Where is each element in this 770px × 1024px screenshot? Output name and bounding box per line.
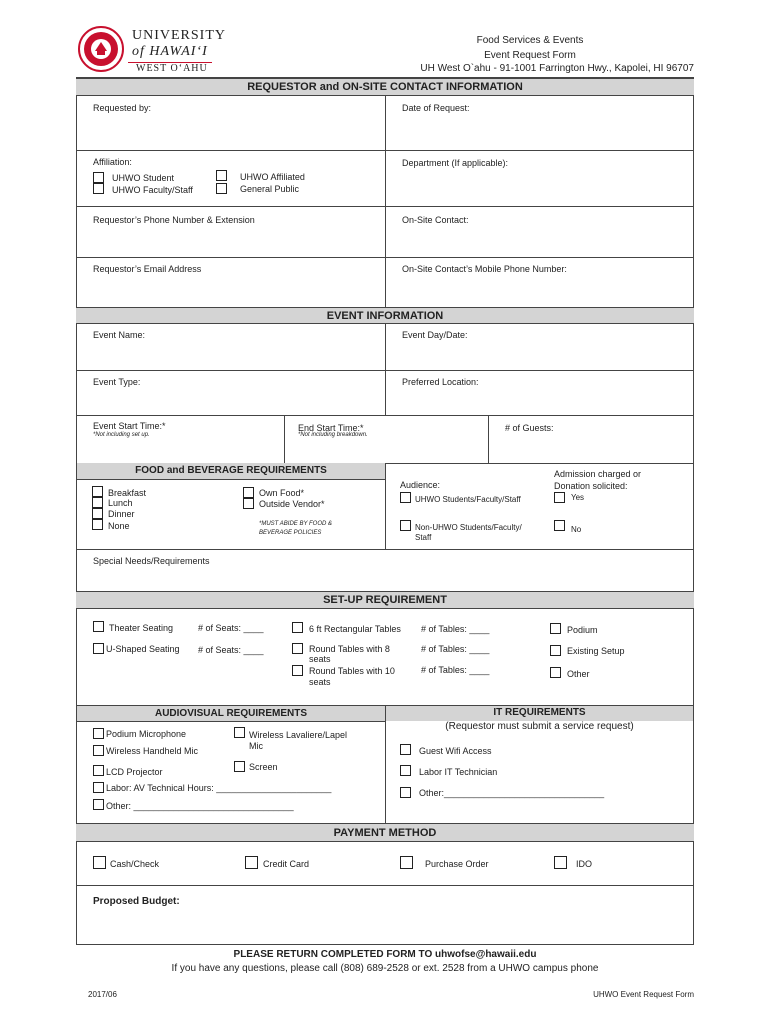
lavaliere-label1: Wireless Lavaliere/Lapel <box>249 730 348 740</box>
guest-wifi-label: Guest Wifi Access <box>419 746 492 756</box>
guest-wifi-checkbox[interactable] <box>400 744 411 755</box>
requestor-phone-field[interactable]: Requestor’s Phone Number & Extension <box>93 215 255 225</box>
breakfast-checkbox[interactable] <box>92 486 103 497</box>
event-start-time-field[interactable]: Event Start Time:* <box>93 421 166 431</box>
ushaped-checkbox[interactable] <box>93 643 104 654</box>
logo-line1: UNIVERSITY <box>132 28 226 43</box>
dinner-label: Dinner <box>108 509 135 519</box>
header-form-title: Event Request Form <box>484 50 576 61</box>
audience-non-uhwo-checkbox[interactable] <box>400 520 411 531</box>
setup-other-checkbox[interactable] <box>550 667 561 678</box>
lavaliere-checkbox[interactable] <box>234 727 245 738</box>
section-setup-header: SET-UP REQUIREMENT <box>76 591 694 609</box>
dinner-checkbox[interactable] <box>92 508 103 519</box>
questions-note: If you have any questions, please call (808) 689-2528 or ext. 2528 from a UHWO campus phone <box>171 963 599 974</box>
round10-label2: seats <box>309 677 331 687</box>
food-divider <box>385 463 386 549</box>
admission-label1: Admission charged or <box>554 469 642 479</box>
it-labor-checkbox[interactable] <box>400 765 411 776</box>
av-other-field[interactable]: Other: ________________________________ <box>106 801 294 811</box>
admission-no-checkbox[interactable] <box>554 520 565 531</box>
university-logo <box>76 24 226 76</box>
round10-label1: Round Tables with 10 <box>309 666 395 676</box>
existing-setup-label: Existing Setup <box>567 646 625 656</box>
admission-yes-checkbox[interactable] <box>554 492 565 503</box>
round8-count-field[interactable]: # of Tables: ____ <box>421 644 490 654</box>
revision-date: 2017/06 <box>88 990 117 999</box>
ido-checkbox[interactable] <box>554 856 567 869</box>
handheld-mic-label: Wireless Handheld Mic <box>106 746 199 756</box>
ushaped-label: U-Shaped Seating <box>106 644 180 654</box>
special-top-line <box>76 549 694 550</box>
ushaped-seats-field[interactable]: # of Seats: ____ <box>198 645 264 655</box>
event-time-divider2 <box>488 415 489 463</box>
event-name-field[interactable]: Event Name: <box>93 330 146 340</box>
own-food-checkbox[interactable] <box>243 487 254 498</box>
outside-vendor-checkbox[interactable] <box>243 498 254 509</box>
return-instructions: PLEASE RETURN COMPLETED FORM TO uhwofse@hawaii.edu <box>233 949 537 960</box>
uhwo-student-label: UHWO Student <box>112 173 175 183</box>
section-food-header: FOOD and BEVERAGE REQUIREMENTS <box>77 463 385 480</box>
event-day-date-field[interactable]: Event Day/Date: <box>402 330 468 340</box>
it-subtitle: (Requestor must submit a service request) <box>445 721 634 732</box>
policy-note-line2: BEVERAGE POLICIES <box>259 530 322 536</box>
preferred-location-field[interactable]: Preferred Location: <box>402 377 479 387</box>
uhwo-student-checkbox[interactable] <box>93 172 104 183</box>
university-seal-icon <box>78 26 124 72</box>
policy-note-line1: *MUST ABIDE BY FOOD & <box>259 521 333 527</box>
section-event-header: EVENT INFORMATION <box>76 307 694 324</box>
header-org: Food Services & Events <box>476 35 584 46</box>
cash-check-label: Cash/Check <box>110 859 160 869</box>
theater-label: Theater Seating <box>109 623 174 633</box>
onsite-contact-field[interactable]: On-Site Contact: <box>402 215 469 225</box>
general-public-label: General Public <box>240 184 300 194</box>
av-labor-field[interactable]: Labor: AV Technical Hours: _______________________ <box>106 783 332 793</box>
audience-label: Audience: <box>400 480 441 490</box>
handheld-mic-checkbox[interactable] <box>93 745 104 756</box>
uhwo-affiliated-label: UHWO Affiliated <box>240 172 305 182</box>
round8-label1: Round Tables with 8 <box>309 644 390 654</box>
av-other-checkbox[interactable] <box>93 799 104 810</box>
round8-checkbox[interactable] <box>292 643 303 654</box>
requestor-email-field[interactable]: Requestor’s Email Address <box>93 264 202 274</box>
department-field[interactable]: Department (If applicable): <box>402 158 509 168</box>
theater-checkbox[interactable] <box>93 621 104 632</box>
purchase-order-checkbox[interactable] <box>400 856 413 869</box>
requested-by-field[interactable]: Requested by: <box>93 103 152 113</box>
onsite-mobile-field[interactable]: On-Site Contact’s Mobile Phone Number: <box>402 264 567 274</box>
podium-label: Podium <box>567 625 598 635</box>
event-row-line2 <box>76 415 694 416</box>
breakfast-label: Breakfast <box>108 488 147 498</box>
guests-field[interactable]: # of Guests: <box>505 423 554 433</box>
section-requestor-header: REQUESTOR and ON-SITE CONTACT INFORMATION <box>76 78 694 96</box>
round10-count-field[interactable]: # of Tables: ____ <box>421 665 490 675</box>
event-end-time-field[interactable]: End Start Time:* <box>298 423 364 433</box>
event-time-divider1 <box>284 415 285 463</box>
audience-non-uhwo-label2: Staff <box>415 533 432 542</box>
it-other-checkbox[interactable] <box>400 787 411 798</box>
requestor-row-line3 <box>76 257 694 258</box>
existing-setup-checkbox[interactable] <box>550 645 561 656</box>
round10-checkbox[interactable] <box>292 665 303 676</box>
screen-label: Screen <box>249 762 278 772</box>
av-labor-checkbox[interactable] <box>93 782 104 793</box>
uhwo-faculty-checkbox[interactable] <box>93 183 104 194</box>
cash-check-checkbox[interactable] <box>93 856 106 869</box>
podium-checkbox[interactable] <box>550 623 561 634</box>
admission-yes-label: Yes <box>571 493 585 502</box>
special-needs-field[interactable]: Special Needs/Requirements <box>93 556 210 566</box>
setup-other-label: Other <box>567 669 590 679</box>
admission-no-label: No <box>571 525 582 534</box>
section-it-header: IT REQUIREMENTS <box>386 706 693 721</box>
audience-uhwo-label: UHWO Students/Faculty/Staff <box>415 495 521 504</box>
rect-tables-checkbox[interactable] <box>292 622 303 633</box>
event-end-note: *Not including breakdown. <box>298 432 368 438</box>
requestor-row-line2 <box>76 206 694 207</box>
none-label: None <box>108 521 130 531</box>
credit-card-label: Credit Card <box>263 859 310 869</box>
requestor-divider <box>385 96 386 308</box>
it-labor-label: Labor IT Technician <box>419 767 498 777</box>
logo-line3: WEST OʻAHU <box>136 63 208 74</box>
audience-uhwo-checkbox[interactable] <box>400 492 411 503</box>
audience-non-uhwo-label1: Non-UHWO Students/Faculty/ <box>415 523 522 532</box>
podium-mic-label: Podium Microphone <box>106 729 187 739</box>
own-food-label: Own Food* <box>259 488 305 498</box>
logo-line2: of HAWAIʻI <box>132 44 208 59</box>
payment-bottom-line <box>76 885 694 886</box>
outside-vendor-label: Outside Vendor* <box>259 499 325 509</box>
podium-mic-checkbox[interactable] <box>93 728 104 739</box>
affiliation-label: Affiliation: <box>93 157 132 167</box>
ido-label: IDO <box>576 859 593 869</box>
uhwo-faculty-label: UHWO Faculty/Staff <box>112 185 193 195</box>
rect-tables-label: 6 ft Rectangular Tables <box>309 624 401 634</box>
lunch-checkbox[interactable] <box>92 497 103 508</box>
proposed-budget-field[interactable]: Proposed Budget: <box>93 896 180 907</box>
screen-checkbox[interactable] <box>234 761 245 772</box>
event-start-note: *Not including set up. <box>93 432 150 438</box>
form-name: UHWO Event Request Form <box>593 990 694 999</box>
section-av-header: AUDIOVISUAL REQUIREMENTS <box>77 706 385 722</box>
purchase-order-label: Purchase Order <box>425 859 489 869</box>
requestor-row-line1 <box>76 150 694 151</box>
admission-label2: Donation solicited: <box>554 481 628 491</box>
rect-tables-count-field[interactable]: # of Tables: ____ <box>421 624 490 634</box>
lunch-label: Lunch <box>108 498 133 508</box>
it-other-field[interactable]: Other:________________________________ <box>419 788 605 798</box>
event-row-line1 <box>76 370 694 371</box>
general-public-checkbox[interactable] <box>216 183 227 194</box>
header-address: UH West O`ahu - 91-1001 Farrington Hwy., Kapolei, HI 96707 <box>420 63 694 74</box>
date-of-request-field[interactable]: Date of Request: <box>402 103 470 113</box>
credit-card-checkbox[interactable] <box>245 856 258 869</box>
round8-label2: seats <box>309 654 331 664</box>
none-checkbox[interactable] <box>92 519 103 530</box>
section-payment-header: PAYMENT METHOD <box>76 823 694 842</box>
uhwo-affiliated-checkbox[interactable] <box>216 170 227 181</box>
lcd-projector-label: LCD Projector <box>106 767 163 777</box>
lcd-projector-checkbox[interactable] <box>93 765 104 776</box>
event-type-field[interactable]: Event Type: <box>93 377 141 387</box>
theater-seats-field[interactable]: # of Seats: ____ <box>198 623 264 633</box>
lavaliere-label2: Mic <box>249 741 263 751</box>
